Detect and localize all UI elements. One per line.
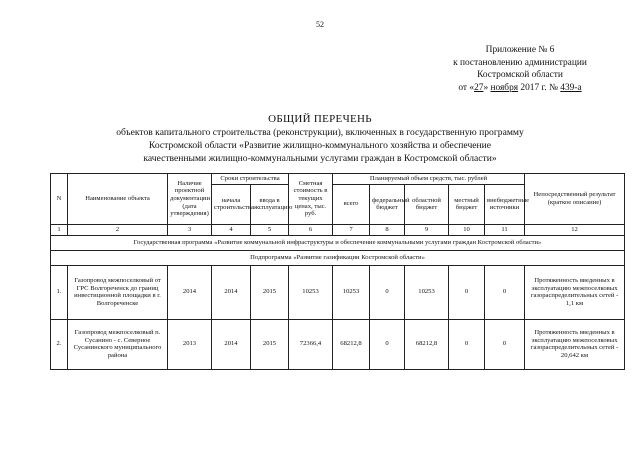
regional-amount: 68212,8	[405, 319, 449, 369]
column-number-row	[51, 224, 625, 235]
column-number: 2	[68, 224, 168, 235]
docs-date: 2014	[168, 265, 212, 319]
row-number: 1.	[51, 265, 68, 319]
start-year: 2014	[212, 319, 251, 369]
header-local: местный бюджет	[449, 184, 485, 224]
offbudget-amount: 0	[485, 265, 525, 319]
local-amount: 0	[449, 319, 485, 369]
program-title: Государственная программа «Развитие коммунальной инфраструктуры и обеспечение коммунальными услугами граждан Костромской области»	[51, 235, 625, 250]
header-regional: областной бюджет	[405, 184, 449, 224]
date-prefix: от «	[458, 82, 475, 93]
subprogram-title: Подпрограмма «Развитие газификации Костромской области»	[51, 250, 625, 265]
date-day: 27	[474, 82, 484, 93]
result-description: Протяженность введенных в эксплуатацию межпоселковых газораспределительных сетей - 20,642 км	[525, 319, 625, 369]
objects-table	[50, 173, 625, 370]
regional-amount: 10253	[405, 265, 449, 319]
header-n: N	[51, 174, 68, 225]
header-federal: федеральный бюджет	[370, 184, 405, 224]
document-title: ОБЩИЙ ПЕРЕЧЕНЬ	[268, 113, 372, 125]
header-terms: Сроки строительства	[212, 174, 289, 185]
column-number: 3	[168, 224, 212, 235]
column-number: 4	[212, 224, 251, 235]
commission-year: 2015	[251, 319, 289, 369]
column-number: 9	[405, 224, 449, 235]
appendix-date-line	[420, 82, 620, 95]
header-name: Наименование объекта	[68, 174, 168, 225]
header-planned: Планируемый объем средств, тыс. рублей	[333, 174, 525, 185]
page-number: 52	[316, 20, 324, 29]
subtitle-line: качественными жилищно-коммунальными услугами граждан в Костромской области»	[143, 153, 497, 164]
total-amount: 68212,8	[333, 319, 370, 369]
appendix-line-1: Приложение № 6	[485, 45, 555, 55]
column-number: 5	[251, 224, 289, 235]
row-number: 2.	[51, 319, 68, 369]
appendix-header	[420, 44, 620, 94]
subtitle-line: объектов капитального строительства (реконструкции), включенных в государственную программу	[116, 127, 524, 138]
column-number: 8	[370, 224, 405, 235]
column-number: 1	[51, 224, 68, 235]
date-day-close: »	[483, 82, 489, 93]
header-result: Непосредственный результат (краткое описание)	[525, 174, 625, 225]
appendix-line-2: к постановлению администрации	[453, 57, 587, 68]
docs-date: 2013	[168, 319, 212, 369]
header-docs: Наличие проектной документации (дата утверждения)	[168, 174, 212, 225]
header-total: всего	[333, 184, 370, 224]
header-cost: Сметная стоимость в текущих ценах, тыс. руб.	[289, 174, 333, 225]
header-start: начала строительства	[212, 184, 251, 224]
header-offbudget: внебюджетные источники	[485, 184, 525, 224]
document-number: 439-а	[560, 82, 582, 93]
table-row	[51, 319, 625, 369]
federal-amount: 0	[370, 265, 405, 319]
table-row	[51, 265, 625, 319]
result-description: Протяженность введенных в эксплуатацию межпоселковых газораспределительных сетей - 1,1 км	[525, 265, 625, 319]
header-row	[51, 174, 625, 185]
column-number: 6	[289, 224, 333, 235]
object-name: Газопровод межпоселковый п. Сусанино - с. Северное Сусанинского муниципального района	[68, 319, 168, 369]
subtitle-line: Костромской области «Развитие жилищно-коммунального хозяйства и обеспечение	[148, 140, 492, 151]
object-name: Газопровод межпоселковый от ГРС Волгореченск до границ инвестиционной площадки в г. Волгореченске	[68, 265, 168, 319]
column-number: 12	[525, 224, 625, 235]
offbudget-amount: 0	[485, 319, 525, 369]
total-amount: 10253	[333, 265, 370, 319]
document-subtitle	[40, 126, 600, 165]
program-row	[51, 235, 625, 250]
appendix-line-3: Костромской области	[477, 70, 563, 81]
commission-year: 2015	[251, 265, 289, 319]
start-year: 2014	[212, 265, 251, 319]
column-number: 11	[485, 224, 525, 235]
header-commission: ввода в эксплуатацию	[251, 184, 289, 224]
column-number: 10	[449, 224, 485, 235]
federal-amount: 0	[370, 319, 405, 369]
estimated-cost: 72366,4	[289, 319, 333, 369]
local-amount: 0	[449, 265, 485, 319]
date-month: ноября	[490, 82, 519, 93]
date-year: 2017 г. №	[520, 82, 558, 93]
estimated-cost: 10253	[289, 265, 333, 319]
subprogram-row	[51, 250, 625, 265]
column-number: 7	[333, 224, 370, 235]
